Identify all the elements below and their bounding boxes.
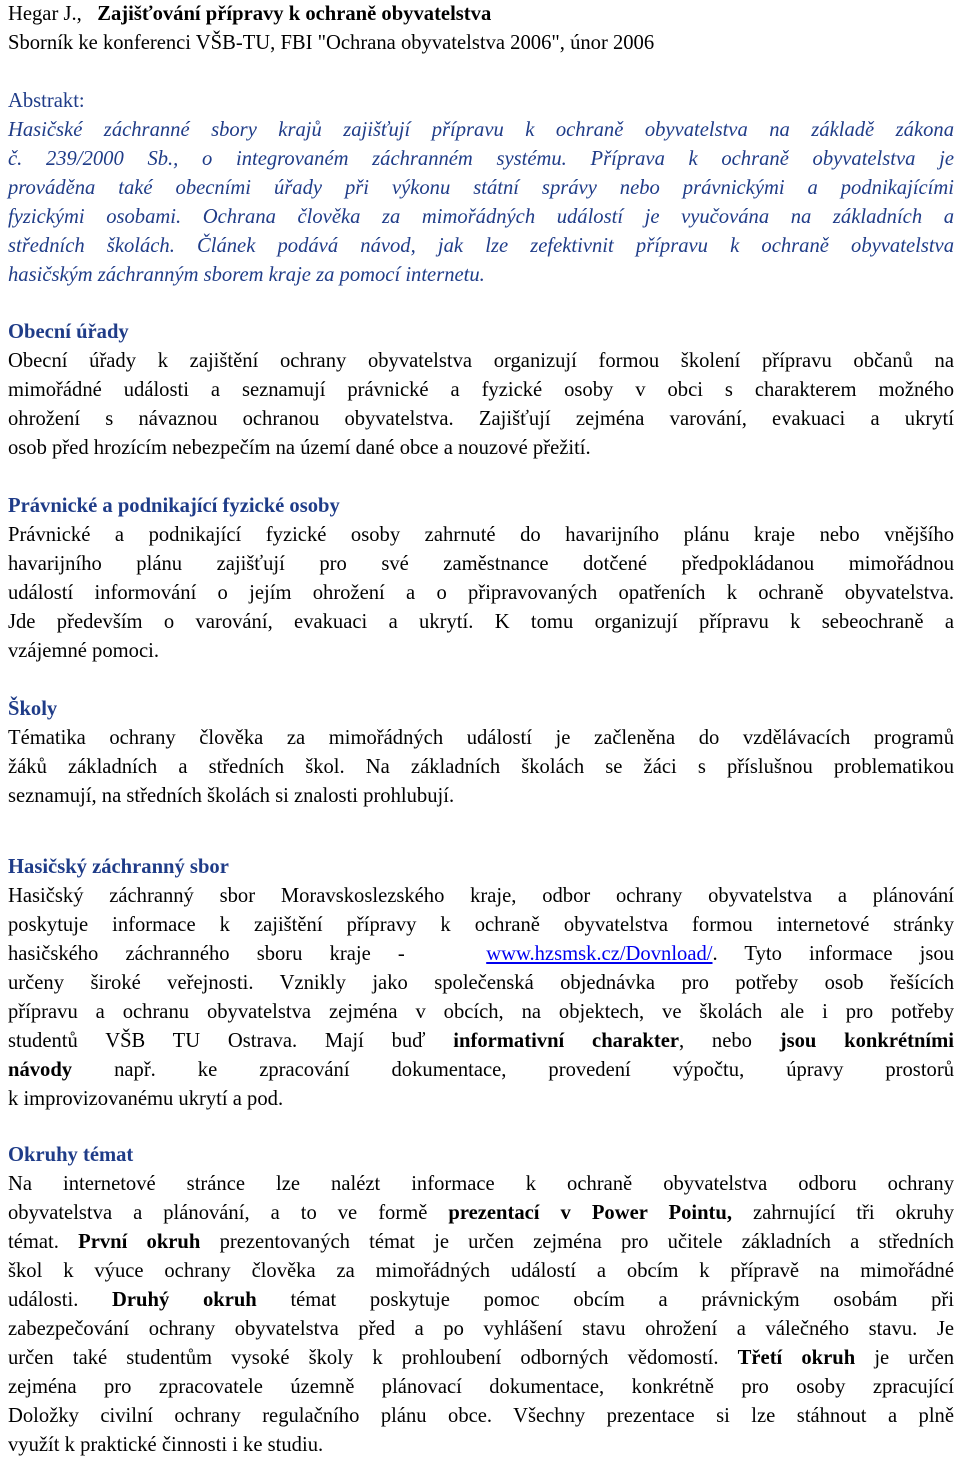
paragraph-line: žáků základních a středních škol. Na základních školách se žáci s příslušnou problematikou bbox=[8, 756, 954, 778]
paragraph-line: hasičského záchranného sboru kraje - www.hzsmsk.cz/Dovnload/. Tyto informace jsou bbox=[8, 943, 954, 965]
paragraph-line: ohrožení s návaznou ochranou obyvatelstva. Zajišťují zejména varování, evakuaci a ukrytí bbox=[8, 408, 954, 430]
paragraph-line: Právnické a podnikající fyzické osoby zahrnuté do havarijního plánu kraje nebo vnějšího bbox=[8, 524, 954, 546]
document-header bbox=[8, 0, 954, 58]
paragraph-line: osob před hrozícím nebezpečím na území dané obce a nouzové přežití. bbox=[8, 437, 591, 459]
abstract-line: fyzickými osobami. Ochrana člověka za mimořádných událostí je vyučována na základních a bbox=[8, 206, 954, 228]
paragraph-line: k improvizovanému ukrytí a pod. bbox=[8, 1088, 284, 1110]
section-okruhy-temat bbox=[8, 1141, 954, 1460]
abstract-text bbox=[8, 116, 954, 290]
section-skoly bbox=[8, 695, 954, 811]
paragraph-line: poskytuje informace k zajištění přípravy k ochraně obyvatelstva formou internetové stránky bbox=[8, 914, 954, 936]
paragraph-line: vzájemné pomoci. bbox=[8, 640, 159, 662]
paragraph-line: Hasičský záchranný sbor Moravskoslezského kraje, odbor ochrany obyvatelstva a plánování bbox=[8, 885, 954, 907]
paragraph-line: Obecní úřady k zajištění ochrany obyvatelstva organizují formou školení přípravu občanů na bbox=[8, 350, 954, 372]
paragraph-line: událostí informování o jejím ohrožení a o připravovaných opatřeních k ochraně obyvatelstva. bbox=[8, 582, 954, 604]
author: Hegar J., bbox=[8, 3, 82, 25]
section-obecni-urady bbox=[8, 318, 954, 463]
paragraph-line: Na internetové stránce lze nalézt informace k ochraně obyvatelstva odboru ochrany bbox=[8, 1173, 954, 1195]
paragraph-line: určeny široké veřejnosti. Vznikly jako společenská objednávka pro potřeby osob řešících bbox=[8, 972, 954, 994]
paper-title: Zajišťování přípravy k ochraně obyvatelstva bbox=[97, 3, 492, 25]
section-heading: Hasičský záchranný sbor bbox=[8, 856, 229, 878]
paragraph-line: škol k výuce ochrany člověka za mimořádných událostí a obcím k přípravě na mimořádné bbox=[8, 1260, 954, 1282]
abstract-line: Hasičské záchranné sbory krajů zajišťují přípravu k ochraně obyvatelstva na základě zákona bbox=[8, 119, 954, 141]
paragraph-line: události. Druhý okruh témat poskytuje pomoc obcím a právnickým osobám při bbox=[8, 1289, 954, 1311]
section-heading: Obecní úřady bbox=[8, 321, 129, 343]
section-hasicsky-zachranny-sbor bbox=[8, 853, 954, 1114]
section-heading: Okruhy témat bbox=[8, 1144, 134, 1166]
section-heading: Školy bbox=[8, 698, 58, 720]
paragraph-line: návody např. ke zpracování dokumentace, provedení výpočtu, úpravy prostorů bbox=[8, 1059, 954, 1081]
paragraph-line: témat. První okruh prezentovaných témat je určen zejména pro učitele základních a středních bbox=[8, 1231, 954, 1253]
paragraph-line: zejména pro zpracovatele územně plánovací dokumentace, konkrétně pro osoby zpracující bbox=[8, 1376, 954, 1398]
abstract-line: č. 239/2000 Sb., o integrovaném záchranném systému. Příprava k ochraně obyvatelstva je bbox=[8, 148, 954, 170]
abstract-line: středních školách. Článek podává návod, jak lze zefektivnit přípravu k ochraně obyvatelstva bbox=[8, 235, 954, 257]
paragraph-line: Doložky civilní ochrany regulačního plánu obce. Všechny prezentace si lze stáhnout a plně bbox=[8, 1405, 954, 1427]
source-line: Sborník ke konferenci VŠB-TU, FBI "Ochrana obyvatelstva 2006", únor 2006 bbox=[8, 32, 655, 54]
paragraph-line: přípravu a ochranu obyvatelstva zejména v obcích, na objektech, ve školách ale i pro potřeby bbox=[8, 1001, 954, 1023]
paragraph-line: Tématika ochrany člověka za mimořádných událostí je začleněna do vzdělávacích programů bbox=[8, 727, 954, 749]
paragraph-line: zabezpečování ochrany obyvatelstva před a po vyhlášení stavu ohrožení a válečného stavu. Je bbox=[8, 1318, 954, 1340]
section-pravnicke-osoby bbox=[8, 492, 954, 666]
paragraph-line: Jde především o varování, evakuaci a ukrytí. K tomu organizují přípravu k sebeochraně a bbox=[8, 611, 954, 633]
section-heading: Právnické a podnikající fyzické osoby bbox=[8, 495, 340, 517]
paragraph-line: obyvatelstva a plánování, a to ve formě prezentací v Power Pointu, zahrnující tři okruhy bbox=[8, 1202, 955, 1224]
abstract-line: prováděna také obecními úřady při výkonu státní správy nebo právnickými a podnikajícími bbox=[8, 177, 954, 199]
download-link[interactable]: www.hzsmsk.cz/Dovnload/ bbox=[486, 943, 713, 965]
paragraph-line: studentů VŠB TU Ostrava. Mají buď informativní charakter, nebo jsou konkrétními bbox=[8, 1030, 955, 1052]
abstract bbox=[8, 87, 954, 290]
abstract-line: hasičským záchranným sborem kraje za pomocí internetu. bbox=[8, 264, 485, 286]
paragraph-line: využít k praktické činnosti i ke studiu. bbox=[8, 1434, 324, 1456]
paragraph-line: seznamují, na středních školách si znalosti prohlubují. bbox=[8, 785, 455, 807]
paragraph-line: mimořádné události a seznamují právnické a fyzické osoby v obci s charakterem možného bbox=[8, 379, 954, 401]
paragraph-line: havarijního plánu zajišťují pro své zaměstnance dotčené předpokládanou mimořádnou bbox=[8, 553, 954, 575]
paragraph-line: určen také studentům vysoké školy k prohloubení odborných vědomostí. Třetí okruh je určen bbox=[8, 1347, 955, 1369]
title-line bbox=[8, 0, 954, 29]
abstract-label: Abstrakt: bbox=[8, 90, 85, 112]
